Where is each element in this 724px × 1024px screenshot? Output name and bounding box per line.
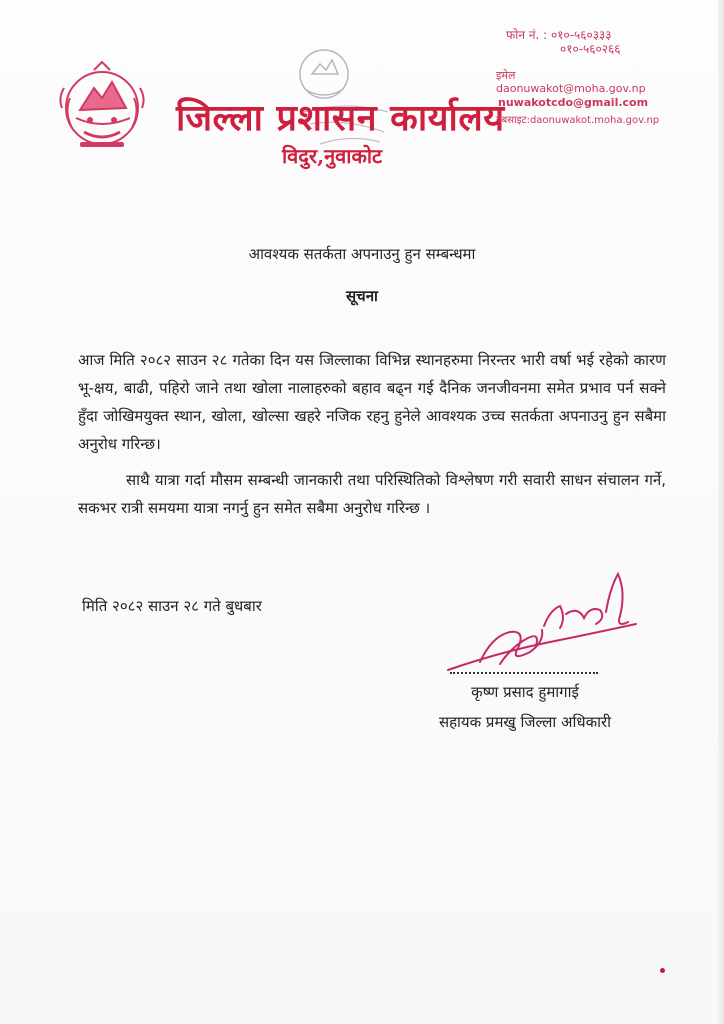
signature-line — [450, 672, 598, 674]
notice-heading: सूचना — [346, 287, 378, 305]
notice-paragraph-2 — [78, 466, 666, 522]
website-link[interactable]: वेबसाइट:daonuwakot.moha.gov.np — [496, 115, 660, 126]
page-edge — [718, 0, 724, 1024]
phone-number-1: ०१०-५६०३३३ — [551, 28, 612, 42]
office-location: विदुर,नुवाकोट — [282, 144, 383, 168]
email-address-2[interactable]: nuwakotcdo@gmail.com — [498, 96, 649, 109]
notice-date: मिति २०८२ साउन २८ गते बुधबार — [82, 597, 262, 615]
signatory-title: सहायक प्रमखु जिल्ला अधिकारी — [438, 713, 612, 731]
email-label: इमेल — [496, 69, 516, 82]
notice-paragraph-2-text: साथै यात्रा गर्दा मौसम सम्बन्धी जानकारी तथा परिस्थितिको विश्लेषण गरी सवारी साधन संचालन गर्ने, सकभर रात्री समयमा यात्रा नगर्नु हुन समेत सबैमा अनुरोध गरिन्छ । — [78, 471, 666, 517]
signatory-name: कृष्ण प्रसाद हुमागाई — [471, 683, 579, 701]
office-name: जिल्ला प्रशासन कार्यालय — [176, 97, 505, 139]
notice-subject: आवश्यक सतर्कता अपनाउनु हुन सम्बन्धमा — [248, 245, 476, 263]
phone-number-2: ०१०-५६०२६६ — [560, 42, 621, 56]
nepal-emblem-icon — [50, 58, 154, 154]
notice-paragraph-1: आज मिति २०८२ साउन २८ गतेका दिन यस जिल्लाका विभिन्न स्थानहरुमा निरन्तर भारी वर्षा भई रहेको कारण भू-क्षय, बाढी, पहिरो जाने तथा खोला नालाहरुको बहाव बढ्न गई दैनिक जनजीवनमा समेत प्रभाव पर्न सक्ने हुँदा जोखिमयुक्त स्थान, खोला, खोल्सा खहरे नजिक रहनु हुनेले आवश्यक उच्च सतर्कता अपनाउनु हुन सबैमा अनुरोध गरिन्छ। — [78, 351, 666, 453]
email-address-1[interactable]: daonuwakot@moha.gov.np — [496, 82, 646, 95]
handwritten-signature — [440, 566, 640, 676]
ink-dot-mark — [660, 968, 665, 973]
phone-label: फोन नं. : — [506, 28, 548, 42]
